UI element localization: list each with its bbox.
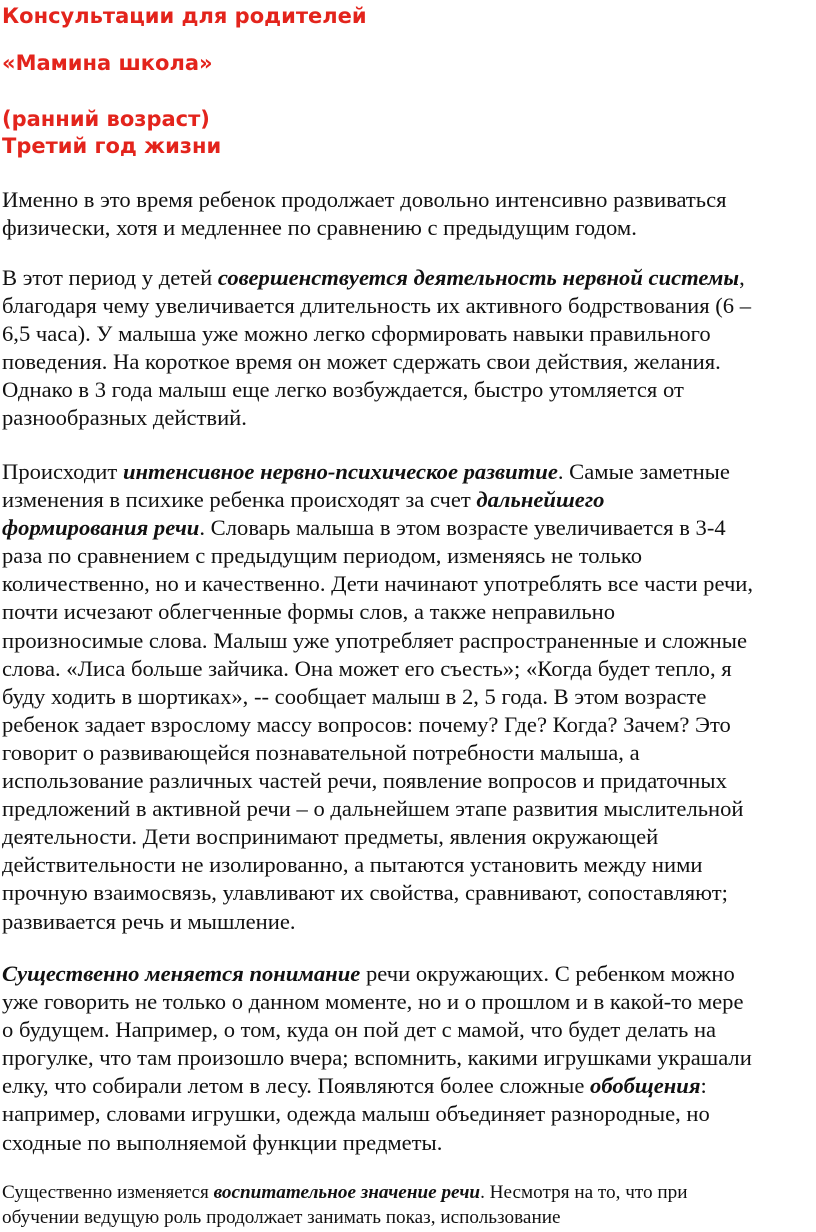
emphasis-text: дальнейшего	[476, 487, 605, 513]
emphasis-text: Существенно меняется понимание	[2, 961, 361, 986]
title-heading: Консультации для родителей	[2, 4, 367, 28]
year-heading: Третий год жизни	[2, 134, 222, 158]
text-run: :	[700, 1073, 707, 1099]
text-line	[2, 486, 814, 514]
text-line	[2, 1072, 814, 1100]
paragraph-speech-development	[2, 458, 814, 936]
text-line: развивается речь и мышление.	[2, 908, 296, 934]
text-line	[2, 1180, 814, 1205]
text-line: количественно, но и качественно. Дети начинают употреблять все части речи,	[2, 571, 754, 597]
text-run: ,	[739, 265, 745, 290]
text-line: раза по сравнением с предыдущим периодом, изменяясь не только	[2, 543, 642, 569]
text-run: В этот период у детей	[2, 265, 218, 290]
text-line: разнообразных действий.	[2, 405, 247, 431]
text-line: прогулке, что там произошло вчера; вспомнить, какими игрушками украшали	[2, 1045, 752, 1071]
text-line: говорит о развивающейся познавательной потребности малыша, а	[2, 739, 640, 765]
text-line: обучении ведущую роль продолжает занимать показ, использование	[2, 1207, 561, 1228]
emphasis-text: воспитательное значение речи	[213, 1182, 481, 1203]
text-run: Существенно изменяется	[2, 1182, 214, 1203]
paragraph-physical-development	[2, 186, 814, 242]
school-heading: «Мамина школа»	[2, 51, 213, 75]
text-run: Происходит	[2, 459, 123, 484]
text-line: сходные по выполняемой функции предметы.	[2, 1129, 443, 1155]
text-line: уже говорить не только о данном моменте, но и о прошлом и в какой-то мере	[2, 989, 744, 1015]
text-line: прочную взаимосвязь, улавливают их свойства, сравнивают, сопоставляют;	[2, 880, 728, 906]
paragraph-understanding	[2, 960, 814, 1157]
text-line: произносимые слова. Малыш уже употребляет распространенные и сложные	[2, 627, 747, 653]
emphasis-text: совершенствуется деятельность нервной системы	[217, 265, 740, 290]
paragraph-nervous-system	[2, 264, 814, 433]
text-line: буду ходить в шортиках», -- сообщает малыш в 2, 5 года. В этом возрасте	[2, 683, 707, 709]
text-run: речи окружающих. С ребенком можно	[360, 961, 735, 986]
text-run: . Самые заметные	[557, 459, 730, 484]
text-line: о будущем. Например, о том, куда он пой дет с мамой, что будет делать на	[2, 1017, 717, 1043]
text-run: . Словарь малыша в этом возрасте увеличивается в 3-4	[199, 515, 726, 541]
emphasis-text: интенсивное нервно-психическое развитие	[122, 459, 558, 484]
text-line: предложений в активной речи – о дальнейшем этапе развития мыслительной	[2, 796, 744, 822]
text-line: Именно в это время ребенок продолжает довольно интенсивно развиваться	[2, 187, 727, 212]
text-line: благодаря чему увеличивается длительность их активного бодрствования (6 –	[2, 293, 752, 319]
text-line	[2, 960, 814, 988]
text-line: например, словами игрушки, одежда малыш объединяет разнородные, но	[2, 1101, 710, 1127]
text-run: . Несмотря на то, что при	[480, 1182, 688, 1203]
text-line: деятельности. Дети воспринимают предметы, явления окружающей	[2, 824, 659, 850]
text-line: 6,5 часа). У малыша уже можно легко сформировать навыки правильного	[2, 321, 711, 347]
text-line: слова. «Лиса больше зайчика. Она может его съесть»; «Когда будет тепло, я	[2, 655, 732, 681]
paragraph-educational-value	[2, 1180, 814, 1230]
text-line: почти исчезают облегченные формы слов, а также неправильно	[2, 599, 616, 625]
text-line	[2, 264, 814, 292]
emphasis-text: обобщения	[590, 1073, 701, 1099]
text-line: ребенок задает взрослому массу вопросов: почему? Где? Когда? Зачем? Это	[2, 711, 731, 737]
text-line: Однако в 3 года малыш еще легко возбуждается, быстро утомляется от	[2, 377, 684, 403]
text-run: елку, что собирали летом в лесу. Появляются более сложные	[2, 1073, 591, 1099]
text-line	[2, 458, 814, 486]
text-line: физически, хотя и медленнее по сравнению с предыдущим годом.	[2, 215, 637, 241]
text-line: действительности не изолированно, а пытаются установить между ними	[2, 852, 703, 878]
emphasis-text: формирования речи	[2, 515, 200, 541]
text-line: использование различных частей речи, появление вопросов и придаточных	[2, 768, 727, 794]
text-line: поведения. На короткое время он может сдержать свои действия, желания.	[2, 349, 721, 375]
text-run: изменения в психике ребенка происходят за счет	[2, 487, 477, 513]
age-heading: (ранний возраст)	[2, 107, 210, 131]
text-line	[2, 514, 814, 542]
